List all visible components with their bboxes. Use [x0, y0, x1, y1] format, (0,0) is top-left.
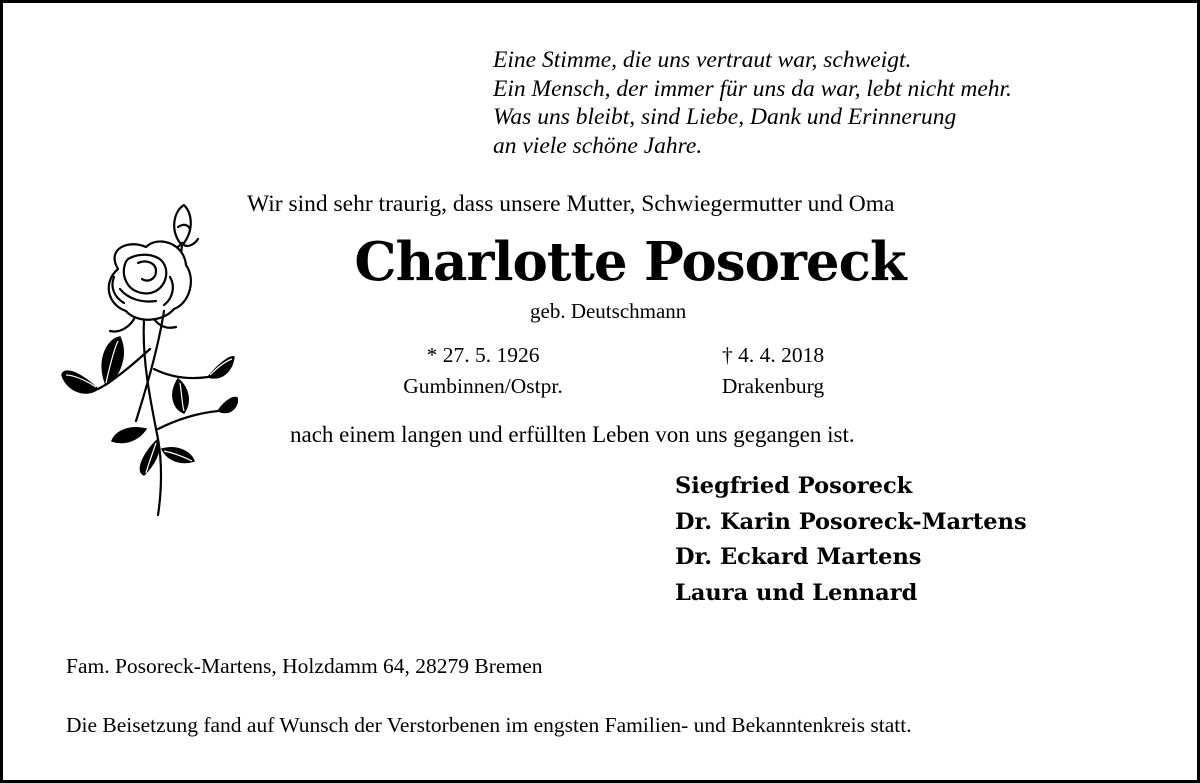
- mourner-name: Siegfried Posoreck: [675, 473, 913, 499]
- maiden-name: geb. Deutschmann: [530, 299, 687, 323]
- birth-date: * 27. 5. 1926: [426, 343, 540, 367]
- closing-text: nach einem langen und erfüllten Leben von uns gegangen ist.: [290, 422, 855, 447]
- death-date: † 4. 4. 2018: [721, 343, 825, 367]
- poem-line: Eine Stimme, die uns vertraut war, schweigt.: [493, 47, 912, 73]
- poem-line: an viele schöne Jahre.: [493, 132, 703, 159]
- mourner-name: Laura und Lennard: [675, 579, 918, 606]
- mourner-name: Dr. Eckard Martens: [675, 544, 922, 570]
- family-address: Fam. Posoreck-Martens, Holzdamm 64, 28279 Bremen: [66, 654, 543, 678]
- poem-line: Was uns bleibt, sind Liebe, Dank und Erinnerung: [493, 104, 957, 130]
- birth-place: Gumbinnen/Ostpr.: [403, 374, 563, 398]
- poem-line: Ein Mensch, der immer für uns da war, lebt nicht mehr.: [493, 75, 1012, 102]
- death-place: Drakenburg: [721, 374, 825, 398]
- funeral-note: Die Beisetzung fand auf Wunsch der Verstorbenen im engsten Familien- und Bekanntenkreis statt.: [66, 713, 912, 737]
- mourners-list: [675, 469, 1027, 611]
- memorial-poem: [493, 46, 1012, 160]
- deceased-name: Charlotte Posoreck: [354, 231, 906, 293]
- intro-text: Wir sind sehr traurig, dass unsere Mutter, Schwiegermutter und Oma: [247, 191, 895, 217]
- mourner-name: Dr. Karin Posoreck-Martens: [675, 508, 1027, 535]
